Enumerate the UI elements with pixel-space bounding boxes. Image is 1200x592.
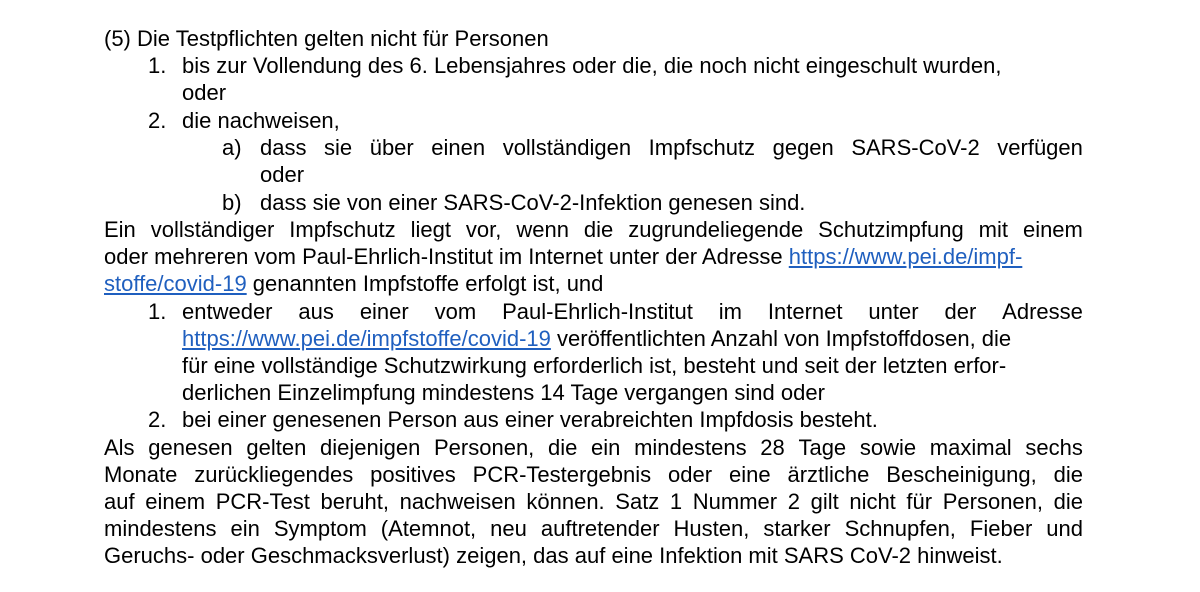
- word: die: [583, 217, 614, 242]
- list-item-text: bis zur Vollendung des 6. Lebensjahres oder die, die noch nicht eingeschult wurden,: [182, 53, 1002, 78]
- word: dass: [260, 135, 307, 160]
- word: mindestens: [634, 435, 747, 460]
- list-marker: 1.: [148, 299, 167, 324]
- word: Ein: [104, 217, 136, 242]
- word: im: [718, 299, 742, 324]
- word: eine: [728, 462, 771, 487]
- word: SARS-CoV-2: [851, 135, 980, 160]
- paragraph-line: [104, 488, 1083, 515]
- paragraph-line: [104, 243, 1022, 270]
- word: Personen,: [434, 435, 535, 460]
- paragraph-text: oder mehreren vom Paul-Ehrlich-Institut im Internet unter der Adresse: [104, 244, 783, 269]
- list-item-text: derlichen Einzelimpfung mindestens 14 Tage vergangen sind oder: [182, 380, 825, 405]
- word: verfügen: [997, 135, 1083, 160]
- word: Impfschutz: [648, 135, 756, 160]
- word: genesen: [148, 435, 233, 460]
- list-item-text: [182, 325, 1011, 352]
- word: neu: [490, 516, 527, 541]
- word: mit: [978, 217, 1008, 242]
- word: maximal: [929, 435, 1012, 460]
- word: auftretender: [540, 516, 660, 541]
- word: beruht,: [320, 489, 389, 514]
- word: vor,: [465, 217, 502, 242]
- list-marker: 2.: [148, 108, 167, 133]
- sublist-item-text: [260, 134, 1083, 161]
- word: ärztliche: [787, 462, 870, 487]
- pei-link[interactable]: https://www.pei.de/impf-: [788, 244, 1023, 269]
- word: Fieber: [969, 516, 1033, 541]
- word: unter: [868, 299, 919, 324]
- paragraph-line: [104, 216, 1083, 243]
- word: 28: [760, 435, 785, 460]
- paragraph-line: [104, 434, 1083, 461]
- word: aus: [298, 299, 334, 324]
- list-item-text: für eine vollständige Schutzwirkung erforderlich ist, besteht und seit der letzten erfor-: [182, 353, 1007, 378]
- word: vom: [434, 299, 477, 324]
- word: einen: [431, 135, 486, 160]
- word: können.: [526, 489, 605, 514]
- sublist-marker: a): [222, 135, 242, 160]
- word: oder: [668, 462, 713, 487]
- word: zugrundeliegende: [628, 217, 804, 242]
- list-item-text: oder: [182, 80, 227, 105]
- list-item-text: [182, 298, 1083, 325]
- list-marker: 1.: [148, 53, 167, 78]
- word: für: [906, 489, 933, 514]
- list-item-text-part: veröffentlichten Anzahl von Impfstoffdosen, die: [550, 326, 1012, 351]
- word: starker: [763, 516, 831, 541]
- word: ein: [230, 516, 260, 541]
- word: positives: [370, 462, 456, 487]
- word: entweder: [182, 299, 273, 324]
- word: vollständigen: [502, 135, 632, 160]
- sublist-item-text: oder: [260, 162, 305, 187]
- word: über: [369, 135, 414, 160]
- word: einer: [359, 299, 409, 324]
- paragraph-line: [104, 461, 1083, 488]
- word: mindestens: [104, 516, 217, 541]
- word: Schnupfen,: [844, 516, 956, 541]
- word: gelten: [246, 435, 307, 460]
- word: einem: [1022, 217, 1083, 242]
- sublist-item-text: dass sie von einer SARS-CoV-2-Infektion genesen sind.: [260, 190, 806, 215]
- word: die: [1053, 489, 1083, 514]
- word: und: [1046, 516, 1083, 541]
- word: Monate: [104, 462, 178, 487]
- paragraph-heading: (5) Die Testpflichten gelten nicht für Personen: [104, 26, 549, 51]
- word: nicht: [849, 489, 896, 514]
- word: Satz: [615, 489, 660, 514]
- word: sechs: [1025, 435, 1083, 460]
- word: Bescheinigung,: [886, 462, 1037, 487]
- word: sie: [324, 135, 353, 160]
- word: wenn: [516, 217, 569, 242]
- word: gilt: [810, 489, 839, 514]
- pei-link[interactable]: stoffe/covid-19: [104, 271, 247, 296]
- list-item-text: bei einer genesenen Person aus einer verabreichten Impfdosis besteht.: [182, 407, 878, 432]
- word: Nummer: [692, 489, 778, 514]
- word: (Atemnot,: [380, 516, 477, 541]
- paragraph-line: [104, 515, 1083, 542]
- word: zurückliegendes: [194, 462, 354, 487]
- sublist-marker: b): [222, 190, 242, 215]
- word: die: [1053, 462, 1083, 487]
- paragraph-text: genannten Impfstoffe erfolgt ist, und: [246, 271, 604, 296]
- word: Als: [104, 435, 135, 460]
- word: die: [547, 435, 578, 460]
- word: gegen: [772, 135, 834, 160]
- paragraph-line: [104, 270, 603, 297]
- word: 2: [787, 489, 800, 514]
- word: Symptom: [273, 516, 367, 541]
- word: PCR-Test: [215, 489, 310, 514]
- word: liegt: [410, 217, 451, 242]
- pei-link[interactable]: https://www.pei.de/impfstoffe/covid-19: [182, 326, 551, 351]
- word: nachweisen: [399, 489, 516, 514]
- word: Schutzimpfung: [818, 217, 964, 242]
- word: auf: [104, 489, 135, 514]
- word: ein: [591, 435, 621, 460]
- word: PCR-Testergebnis: [472, 462, 652, 487]
- word: diejenigen: [320, 435, 421, 460]
- word: Internet: [767, 299, 843, 324]
- list-item-text: die nachweisen,: [182, 108, 340, 133]
- word: 1: [669, 489, 683, 514]
- word: vollständiger: [150, 217, 275, 242]
- paragraph-line: Geruchs- oder Geschmacksverlust) zeigen, das auf eine Infektion mit SARS CoV-2 hinweist.: [104, 543, 1003, 568]
- word: Tage: [798, 435, 847, 460]
- word: sowie: [859, 435, 917, 460]
- word: einem: [145, 489, 206, 514]
- word: Impfschutz: [289, 217, 396, 242]
- word: der: [944, 299, 977, 324]
- word: Adresse: [1002, 299, 1083, 324]
- word: Husten,: [673, 516, 750, 541]
- word: Paul-Ehrlich-Institut: [502, 299, 693, 324]
- word: Personen,: [942, 489, 1044, 514]
- list-marker: 2.: [148, 407, 167, 432]
